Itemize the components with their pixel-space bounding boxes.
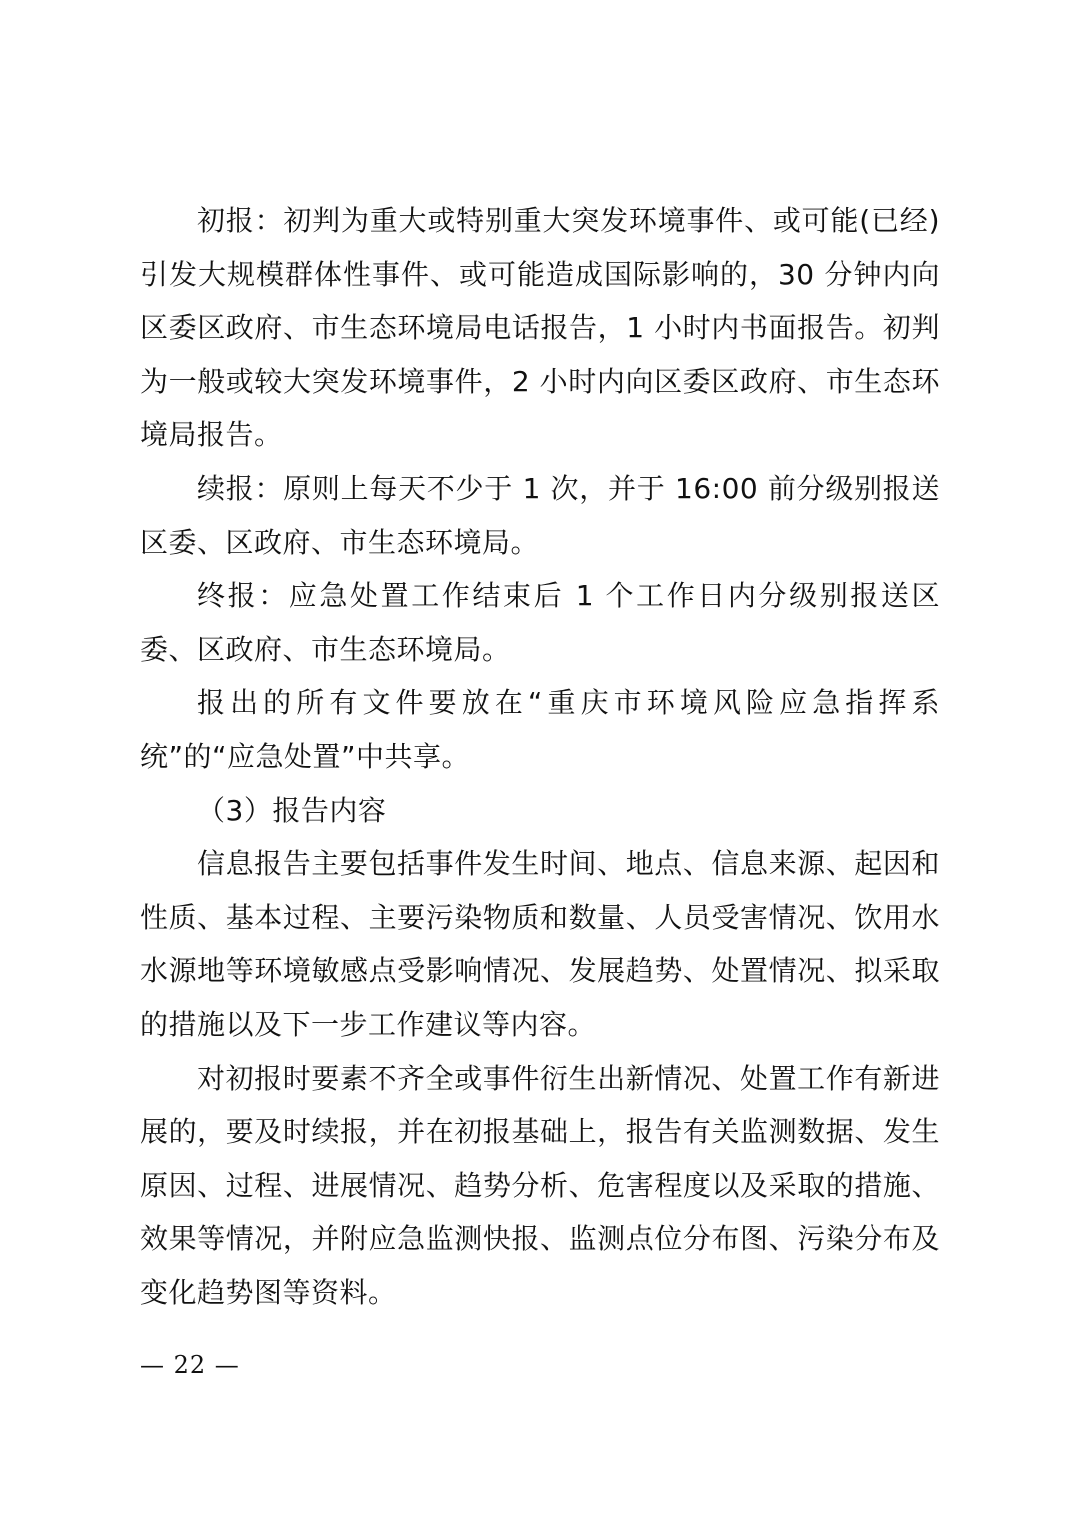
document-body xyxy=(140,194,940,1319)
paragraph-report-content: 信息报告主要包括事件发生时间、地点、信息来源、起因和性质、基本过程、主要污染物质和数量、人员受害情况、饮用水水源地等环境敏感点受影响情况、发展趋势、处置情况、拟采取的措施以及下一步工作建议等内容。 xyxy=(140,847,940,1041)
paragraph-follow-up-report: 续报：原则上每天不少于 1 次，并于 16:00 前分级别报送区委、区政府、市生态环境局。 xyxy=(140,471,940,559)
paragraph-initial-report: 初报：初判为重大或特别重大突发环境事件、或可能(已经)引发大规模群体性事件、或可能造成国际影响的，30 分钟内向区委区政府、市生态环境局电话报告，1 小时内书面报告。初判为一般或较大突发环境事件，2 小时内向区委区政府、市生态环境局报告。 xyxy=(140,204,940,452)
page-number: — 22 — xyxy=(140,1351,240,1379)
paragraph-file-sharing: 报出的所有文件要放在“重庆市环境风险应急指挥系统”的“应急处置”中共享。 xyxy=(140,686,940,773)
section-heading: （3）报告内容 xyxy=(197,793,387,827)
paragraph-supplementary: 对初报时要素不齐全或事件衍生出新情况、处置工作有新进展的，要及时续报，并在初报基础上，报告有关监测数据、发生原因、过程、进展情况、趋势分析、危害程度以及采取的措施、效果等情况，并附应急监测快报、监测点位分布图、污染分布及变化趋势图等资料。 xyxy=(140,1061,940,1309)
paragraph-final-report: 终报：应急处置工作结束后 1 个工作日内分级别报送区委、区政府、市生态环境局。 xyxy=(140,579,940,666)
